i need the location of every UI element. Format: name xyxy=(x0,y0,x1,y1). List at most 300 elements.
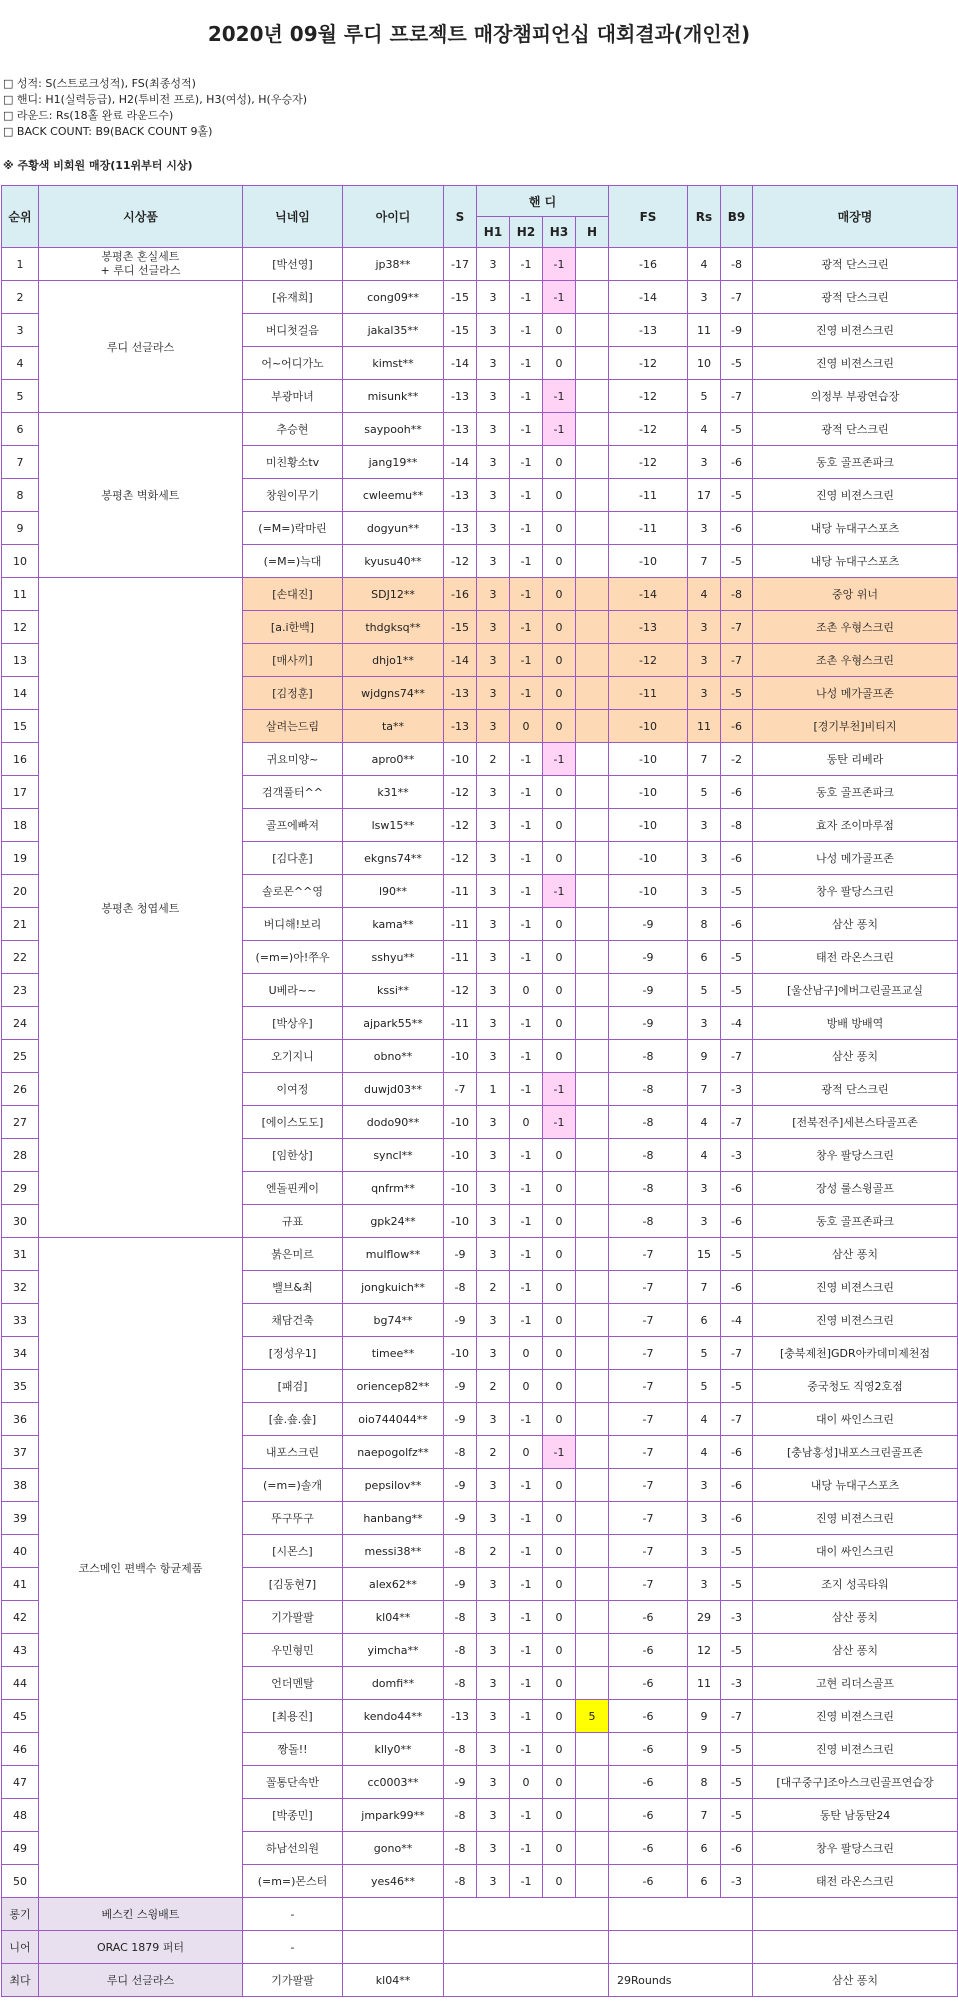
h1-cell: 3 xyxy=(477,875,510,908)
h-cell xyxy=(576,1667,609,1700)
nickname-cell: [박상우] xyxy=(243,1007,343,1040)
nickname-cell: (=M=)락마린 xyxy=(243,512,343,545)
rank-cell: 17 xyxy=(2,776,39,809)
fs-cell: -10 xyxy=(609,776,688,809)
h2-cell: 0 xyxy=(510,1370,543,1403)
b9-cell: -6 xyxy=(721,1271,753,1304)
store-cell: 방배 방배역 xyxy=(753,1007,958,1040)
nickname-cell: [김다훈] xyxy=(243,842,343,875)
rank-cell: 19 xyxy=(2,842,39,875)
fs-cell: -6 xyxy=(609,1667,688,1700)
fs-cell: -8 xyxy=(609,1205,688,1238)
b9-cell: -5 xyxy=(721,941,753,974)
h1-cell: 2 xyxy=(477,743,510,776)
fs-cell: -9 xyxy=(609,908,688,941)
h1-cell: 3 xyxy=(477,974,510,1007)
nickname-cell: 오기지니 xyxy=(243,1040,343,1073)
h3-cell: 0 xyxy=(543,1535,576,1568)
rs-cell: 7 xyxy=(688,1799,721,1832)
h2-cell: -1 xyxy=(510,644,543,677)
rank-cell: 3 xyxy=(2,314,39,347)
award-store xyxy=(753,1898,958,1931)
rs-cell: 12 xyxy=(688,1634,721,1667)
fs-cell: -6 xyxy=(609,1832,688,1865)
award-label: 롱기 xyxy=(2,1898,39,1931)
user-id-cell: oio744044** xyxy=(343,1403,444,1436)
store-cell: 나성 메가골프존 xyxy=(753,842,958,875)
h3-cell: 0 xyxy=(543,1403,576,1436)
user-id-cell: obno** xyxy=(343,1040,444,1073)
rank-cell: 32 xyxy=(2,1271,39,1304)
nickname-cell: 기가팔팔 xyxy=(243,1601,343,1634)
b9-cell: -3 xyxy=(721,1139,753,1172)
s-cell: -9 xyxy=(444,1304,477,1337)
rs-cell: 6 xyxy=(688,1865,721,1898)
user-id-cell: messi38** xyxy=(343,1535,444,1568)
h2-cell: -1 xyxy=(510,1007,543,1040)
fs-cell: -7 xyxy=(609,1568,688,1601)
rank-cell: 28 xyxy=(2,1139,39,1172)
nickname-cell: 꼴통단속반 xyxy=(243,1766,343,1799)
rank-cell: 50 xyxy=(2,1865,39,1898)
award-nickname: - xyxy=(243,1931,343,1964)
h-cell xyxy=(576,1865,609,1898)
h1-cell: 3 xyxy=(477,1205,510,1238)
store-cell: 조촌 우형스크린 xyxy=(753,644,958,677)
s-cell: -8 xyxy=(444,1271,477,1304)
h1-cell: 3 xyxy=(477,578,510,611)
h1-cell: 3 xyxy=(477,281,510,314)
rank-cell: 45 xyxy=(2,1700,39,1733)
results-body xyxy=(2,248,958,1898)
h3-cell: 0 xyxy=(543,1766,576,1799)
fs-cell: -6 xyxy=(609,1634,688,1667)
header-store: 매장명 xyxy=(753,186,958,248)
award-fs xyxy=(609,1931,753,1964)
h2-cell: -1 xyxy=(510,1271,543,1304)
rank-cell: 14 xyxy=(2,677,39,710)
h3-cell: 0 xyxy=(543,842,576,875)
h1-cell: 3 xyxy=(477,809,510,842)
b9-cell: -4 xyxy=(721,1007,753,1040)
rs-cell: 11 xyxy=(688,1667,721,1700)
b9-cell: -7 xyxy=(721,1106,753,1139)
b9-cell: -7 xyxy=(721,281,753,314)
h2-cell: -1 xyxy=(510,314,543,347)
user-id-cell: apro0** xyxy=(343,743,444,776)
h2-cell: -1 xyxy=(510,1502,543,1535)
rs-cell: 4 xyxy=(688,1403,721,1436)
rank-cell: 12 xyxy=(2,611,39,644)
header-fs: FS xyxy=(609,186,688,248)
fs-cell: -7 xyxy=(609,1337,688,1370)
rs-cell: 3 xyxy=(688,1007,721,1040)
h-cell xyxy=(576,413,609,446)
rank-cell: 22 xyxy=(2,941,39,974)
user-id-cell: syncl** xyxy=(343,1139,444,1172)
rank-cell: 47 xyxy=(2,1766,39,1799)
h1-cell: 3 xyxy=(477,1733,510,1766)
legend-line: □ 라운드: Rs(18홀 완료 라운드수) xyxy=(3,109,174,122)
h-cell xyxy=(576,1502,609,1535)
h3-cell: 0 xyxy=(543,1304,576,1337)
prize-label-line: + 루디 선글라스 xyxy=(100,264,181,277)
b9-cell: -3 xyxy=(721,1865,753,1898)
h-cell xyxy=(576,908,609,941)
h-cell xyxy=(576,1469,609,1502)
user-id-cell: gono** xyxy=(343,1832,444,1865)
h-cell xyxy=(576,842,609,875)
user-id-cell: timee** xyxy=(343,1337,444,1370)
store-cell: 동호 골프존파크 xyxy=(753,1205,958,1238)
rs-cell: 9 xyxy=(688,1040,721,1073)
s-cell: -9 xyxy=(444,1502,477,1535)
h2-cell: -1 xyxy=(510,941,543,974)
h1-cell: 3 xyxy=(477,1139,510,1172)
award-label: 니어 xyxy=(2,1931,39,1964)
rs-cell: 4 xyxy=(688,248,721,281)
nonmember-notice: ※ 주황색 비회원 매장(11위부터 시상) xyxy=(3,159,193,172)
fs-cell: -10 xyxy=(609,809,688,842)
rs-cell: 7 xyxy=(688,743,721,776)
h1-cell: 3 xyxy=(477,314,510,347)
rank-cell: 30 xyxy=(2,1205,39,1238)
h2-cell: -1 xyxy=(510,1073,543,1106)
h2-cell: -1 xyxy=(510,1040,543,1073)
s-cell: -8 xyxy=(444,1865,477,1898)
store-cell: 진영 비젼스크린 xyxy=(753,1700,958,1733)
h-cell: 5 xyxy=(576,1700,609,1733)
fs-cell: -12 xyxy=(609,446,688,479)
user-id-cell: qnfrm** xyxy=(343,1172,444,1205)
h3-cell: 0 xyxy=(543,1634,576,1667)
user-id-cell: dhjo1** xyxy=(343,644,444,677)
h3-cell: 0 xyxy=(543,710,576,743)
results-table xyxy=(1,185,958,1997)
user-id-cell: jmpark99** xyxy=(343,1799,444,1832)
s-cell: -13 xyxy=(444,413,477,446)
fs-cell: -7 xyxy=(609,1238,688,1271)
table-row xyxy=(2,248,958,281)
nickname-cell: 버디해!보리 xyxy=(243,908,343,941)
h1-cell: 3 xyxy=(477,1337,510,1370)
h3-cell: 0 xyxy=(543,479,576,512)
rank-cell: 49 xyxy=(2,1832,39,1865)
rs-cell: 3 xyxy=(688,1502,721,1535)
s-cell: -8 xyxy=(444,1535,477,1568)
rank-cell: 7 xyxy=(2,446,39,479)
h2-cell: -1 xyxy=(510,380,543,413)
store-cell: 진영 비젼스크린 xyxy=(753,1502,958,1535)
store-cell: 진영 비젼스크린 xyxy=(753,1304,958,1337)
h2-cell: 0 xyxy=(510,1766,543,1799)
h3-cell: 0 xyxy=(543,941,576,974)
h3-cell: 0 xyxy=(543,908,576,941)
h-cell xyxy=(576,809,609,842)
h-cell xyxy=(576,512,609,545)
b9-cell: -5 xyxy=(721,677,753,710)
h-cell xyxy=(576,611,609,644)
user-id-cell: SDJ12** xyxy=(343,578,444,611)
header-b9: B9 xyxy=(721,186,753,248)
user-id-cell: lsw15** xyxy=(343,809,444,842)
award-prize: 베스킨 스윙배트 xyxy=(39,1898,243,1931)
nickname-cell: 이여정 xyxy=(243,1073,343,1106)
b9-cell: -6 xyxy=(721,1205,753,1238)
rs-cell: 3 xyxy=(688,281,721,314)
rank-cell: 10 xyxy=(2,545,39,578)
store-cell: 중앙 위너 xyxy=(753,578,958,611)
nickname-cell: 버디첫걸음 xyxy=(243,314,343,347)
s-cell: -9 xyxy=(444,1403,477,1436)
table-row xyxy=(2,281,958,314)
fs-cell: -12 xyxy=(609,347,688,380)
user-id-cell: oriencep82** xyxy=(343,1370,444,1403)
h2-cell: -1 xyxy=(510,1469,543,1502)
nickname-cell: 밸브&최 xyxy=(243,1271,343,1304)
store-cell: [울산남구]에버그린골프교실 xyxy=(753,974,958,1007)
h1-cell: 3 xyxy=(477,512,510,545)
rs-cell: 3 xyxy=(688,1535,721,1568)
fs-cell: -7 xyxy=(609,1271,688,1304)
s-cell: -10 xyxy=(444,1205,477,1238)
s-cell: -11 xyxy=(444,1007,477,1040)
rank-cell: 48 xyxy=(2,1799,39,1832)
award-nickname: - xyxy=(243,1898,343,1931)
nickname-cell: 짱돌!! xyxy=(243,1733,343,1766)
h2-cell: 0 xyxy=(510,1337,543,1370)
nickname-cell: [박선영] xyxy=(243,248,343,281)
store-cell: 대이 싸인스크린 xyxy=(753,1535,958,1568)
h-cell xyxy=(576,1007,609,1040)
s-cell: -15 xyxy=(444,314,477,347)
h-cell xyxy=(576,1370,609,1403)
h2-cell: -1 xyxy=(510,743,543,776)
user-id-cell: alex62** xyxy=(343,1568,444,1601)
header-h3: H3 xyxy=(543,217,576,248)
store-cell: 태전 라온스크린 xyxy=(753,941,958,974)
h3-cell: 0 xyxy=(543,1040,576,1073)
rs-cell: 9 xyxy=(688,1733,721,1766)
b9-cell: -6 xyxy=(721,1436,753,1469)
h2-cell: 0 xyxy=(510,1106,543,1139)
rs-cell: 3 xyxy=(688,1568,721,1601)
h2-cell: -1 xyxy=(510,578,543,611)
b9-cell: -8 xyxy=(721,809,753,842)
user-id-cell: klly0** xyxy=(343,1733,444,1766)
store-cell: 고현 리더스골프 xyxy=(753,1667,958,1700)
h2-cell: -1 xyxy=(510,248,543,281)
b9-cell: -5 xyxy=(721,1733,753,1766)
s-cell: -12 xyxy=(444,776,477,809)
h1-cell: 3 xyxy=(477,1007,510,1040)
nickname-cell: 미친황소tv xyxy=(243,446,343,479)
h2-cell: -1 xyxy=(510,1304,543,1337)
award-prize: ORAC 1879 퍼터 xyxy=(39,1931,243,1964)
award-prize: 루디 선글라스 xyxy=(39,1964,243,1997)
user-id-cell: ajpark55** xyxy=(343,1007,444,1040)
user-id-cell: cong09** xyxy=(343,281,444,314)
store-cell: 진영 비젼스크린 xyxy=(753,347,958,380)
h3-cell: -1 xyxy=(543,875,576,908)
b9-cell: -5 xyxy=(721,1766,753,1799)
nickname-cell: 검객풀터^^ xyxy=(243,776,343,809)
prize-cell: 봉평촌 벽화세트 xyxy=(39,413,243,578)
user-id-cell: kimst** xyxy=(343,347,444,380)
store-cell: 삼산 퐁치 xyxy=(753,1634,958,1667)
user-id-cell: bg74** xyxy=(343,1304,444,1337)
nickname-cell: [임한상] xyxy=(243,1139,343,1172)
b9-cell: -4 xyxy=(721,1304,753,1337)
h1-cell: 3 xyxy=(477,1667,510,1700)
h1-cell: 3 xyxy=(477,1766,510,1799)
fs-cell: -11 xyxy=(609,677,688,710)
fs-cell: -10 xyxy=(609,710,688,743)
special-award-row xyxy=(2,1964,958,1997)
page-title: 2020년 09월 루디 프로젝트 매장챔피언십 대회결과(개인전) xyxy=(207,22,751,46)
rs-cell: 3 xyxy=(688,644,721,677)
award-user-id xyxy=(343,1931,444,1964)
h3-cell: 0 xyxy=(543,545,576,578)
store-cell: 광적 단스크린 xyxy=(753,281,958,314)
award-blank xyxy=(444,1931,609,1964)
s-cell: -13 xyxy=(444,710,477,743)
h3-cell: 0 xyxy=(543,1139,576,1172)
h3-cell: 0 xyxy=(543,446,576,479)
store-cell: 삼산 퐁치 xyxy=(753,908,958,941)
rank-cell: 16 xyxy=(2,743,39,776)
h-cell xyxy=(576,545,609,578)
b9-cell: -5 xyxy=(721,1799,753,1832)
store-cell: 진영 비젼스크린 xyxy=(753,314,958,347)
rs-cell: 6 xyxy=(688,1832,721,1865)
fs-cell: -6 xyxy=(609,1799,688,1832)
rs-cell: 3 xyxy=(688,611,721,644)
rank-cell: 36 xyxy=(2,1403,39,1436)
store-cell: 태전 라온스크린 xyxy=(753,1865,958,1898)
h2-cell: -1 xyxy=(510,1601,543,1634)
nickname-cell: 뚜구뚜구 xyxy=(243,1502,343,1535)
h3-cell: 0 xyxy=(543,1238,576,1271)
s-cell: -13 xyxy=(444,677,477,710)
s-cell: -9 xyxy=(444,1469,477,1502)
h-cell xyxy=(576,875,609,908)
h1-cell: 2 xyxy=(477,1271,510,1304)
h-cell xyxy=(576,644,609,677)
h1-cell: 3 xyxy=(477,776,510,809)
h3-cell: 0 xyxy=(543,1502,576,1535)
h1-cell: 3 xyxy=(477,677,510,710)
rs-cell: 4 xyxy=(688,1436,721,1469)
h1-cell: 2 xyxy=(477,1436,510,1469)
award-user-id xyxy=(343,1898,444,1931)
h2-cell: -1 xyxy=(510,512,543,545)
rank-cell: 25 xyxy=(2,1040,39,1073)
s-cell: -7 xyxy=(444,1073,477,1106)
fs-cell: -10 xyxy=(609,743,688,776)
fs-cell: -14 xyxy=(609,281,688,314)
h-cell xyxy=(576,1634,609,1667)
h2-cell: -1 xyxy=(510,776,543,809)
nickname-cell: [최용진] xyxy=(243,1700,343,1733)
user-id-cell: jang19** xyxy=(343,446,444,479)
legend-line: □ 성적: S(스트로크성적), FS(최종성적) xyxy=(3,77,196,90)
award-nickname: 기가팔팔 xyxy=(243,1964,343,1997)
user-id-cell: ta** xyxy=(343,710,444,743)
h1-cell: 3 xyxy=(477,479,510,512)
h3-cell: 0 xyxy=(543,512,576,545)
store-cell: 광적 단스크린 xyxy=(753,248,958,281)
b9-cell: -6 xyxy=(721,1469,753,1502)
h2-cell: -1 xyxy=(510,1139,543,1172)
store-cell: [전북전주]세븐스타골프존 xyxy=(753,1106,958,1139)
user-id-cell: kl04** xyxy=(343,1601,444,1634)
prize-cell xyxy=(39,248,243,281)
h-cell xyxy=(576,578,609,611)
b9-cell: -6 xyxy=(721,842,753,875)
header-s: S xyxy=(444,186,477,248)
h-cell xyxy=(576,1238,609,1271)
user-id-cell: l90** xyxy=(343,875,444,908)
b9-cell: -5 xyxy=(721,875,753,908)
rank-cell: 21 xyxy=(2,908,39,941)
h-cell xyxy=(576,1832,609,1865)
rs-cell: 4 xyxy=(688,413,721,446)
rank-cell: 44 xyxy=(2,1667,39,1700)
user-id-cell: mulflow** xyxy=(343,1238,444,1271)
user-id-cell: ekgns74** xyxy=(343,842,444,875)
user-id-cell: jongkuich** xyxy=(343,1271,444,1304)
fs-cell: -11 xyxy=(609,512,688,545)
nickname-cell: 살려는드림 xyxy=(243,710,343,743)
special-award-row xyxy=(2,1931,958,1964)
rs-cell: 5 xyxy=(688,1337,721,1370)
b9-cell: -5 xyxy=(721,347,753,380)
fs-cell: -13 xyxy=(609,611,688,644)
rs-cell: 6 xyxy=(688,941,721,974)
h3-cell: -1 xyxy=(543,281,576,314)
rs-cell: 11 xyxy=(688,710,721,743)
store-cell: 삼산 퐁치 xyxy=(753,1040,958,1073)
h-cell xyxy=(576,1139,609,1172)
rs-cell: 4 xyxy=(688,578,721,611)
nickname-cell: 내포스크린 xyxy=(243,1436,343,1469)
rank-cell: 34 xyxy=(2,1337,39,1370)
rs-cell: 4 xyxy=(688,1106,721,1139)
h3-cell: 0 xyxy=(543,1205,576,1238)
b9-cell: -5 xyxy=(721,413,753,446)
nickname-cell: 엔돌핀케이 xyxy=(243,1172,343,1205)
rs-cell: 5 xyxy=(688,974,721,1007)
nickname-cell: 하남선의원 xyxy=(243,1832,343,1865)
user-id-cell: kendo44** xyxy=(343,1700,444,1733)
s-cell: -12 xyxy=(444,809,477,842)
rs-cell: 15 xyxy=(688,1238,721,1271)
user-id-cell: naepogolfz** xyxy=(343,1436,444,1469)
nickname-cell: 추승현 xyxy=(243,413,343,446)
b9-cell: -7 xyxy=(721,644,753,677)
fs-cell: -7 xyxy=(609,1469,688,1502)
store-cell: 창우 팔당스크린 xyxy=(753,1832,958,1865)
b9-cell: -5 xyxy=(721,1238,753,1271)
h2-cell: 0 xyxy=(510,710,543,743)
nickname-cell: 우민형민 xyxy=(243,1634,343,1667)
h3-cell: 0 xyxy=(543,1370,576,1403)
store-cell: 광적 단스크린 xyxy=(753,1073,958,1106)
checkbox-icon: □ xyxy=(3,77,14,90)
rs-cell: 3 xyxy=(688,1205,721,1238)
b9-cell: -5 xyxy=(721,545,753,578)
